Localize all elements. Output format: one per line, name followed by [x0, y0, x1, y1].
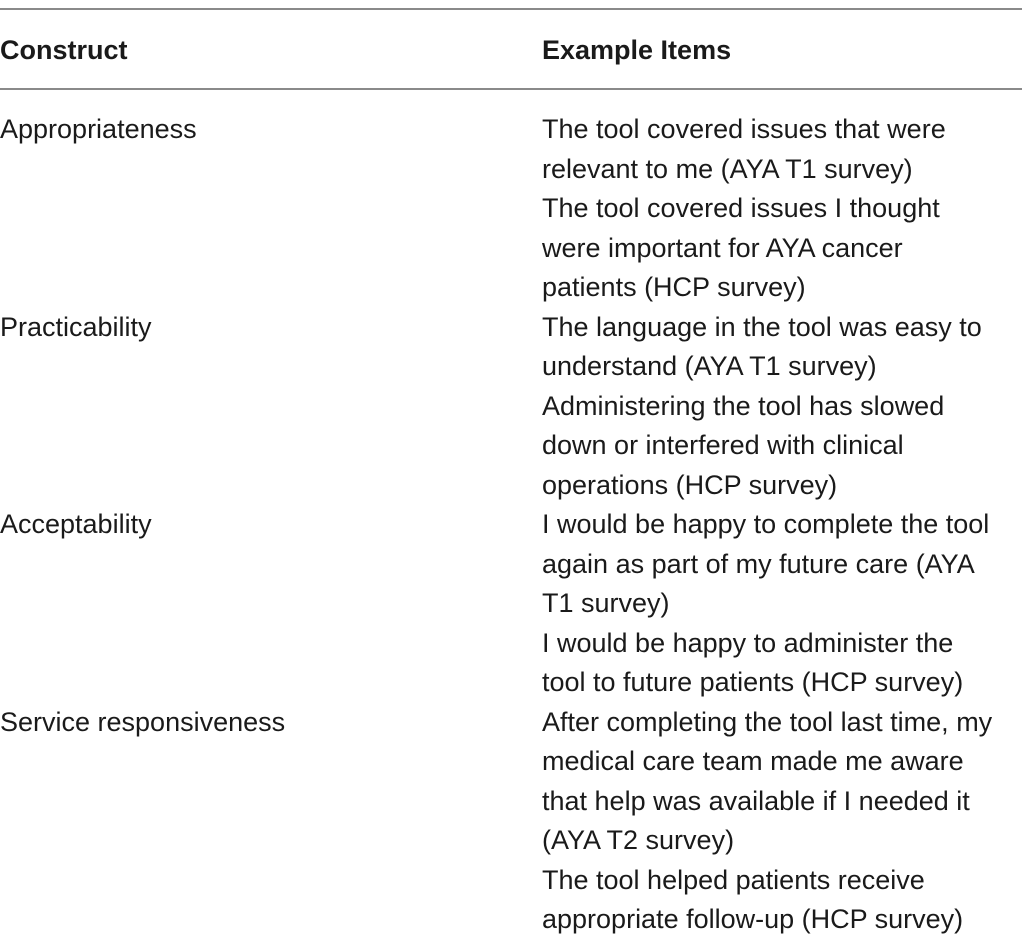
- example-item-line: I would be happy to complete the tool: [542, 509, 990, 539]
- example-item-line: (AYA T2 survey): [542, 825, 735, 855]
- example-item-line: tool to future patients (HCP survey): [542, 667, 964, 697]
- example-item-line: were important for AYA cancer: [542, 232, 903, 263]
- example-item-line: The tool covered issues that were: [542, 114, 946, 144]
- example-item-line: The tool helped patients receive: [542, 864, 925, 895]
- example-item-line: T1 survey): [542, 588, 670, 618]
- example-item-line: Administering the tool has slowed: [542, 390, 945, 421]
- example-item-line: patients (HCP survey): [542, 272, 806, 302]
- example-item-line: relevant to me (AYA T1 survey): [542, 153, 913, 184]
- table-header-rule: [0, 88, 1022, 90]
- table-row-service-responsiveness: [0, 703, 1022, 940]
- example-item-line: The tool covered issues I thought: [542, 193, 940, 223]
- table-row-practicability: [0, 308, 1022, 506]
- example-items-cell: [542, 308, 1022, 506]
- example-item-line: understand (AYA T1 survey): [542, 351, 877, 381]
- example-items-cell: [542, 110, 1022, 308]
- table-top-rule: [0, 8, 1022, 10]
- table-row-appropriateness: [0, 110, 1022, 308]
- table-body: [0, 110, 1022, 940]
- example-item-line: The language in the tool was easy to: [542, 311, 982, 342]
- construct-cell: Practicability: [0, 311, 152, 342]
- example-item-line: medical care team made me aware: [542, 746, 964, 776]
- table-row-acceptability: [0, 505, 1022, 703]
- construct-cell: Service responsiveness: [0, 706, 286, 737]
- example-item-line: down or interfered with clinical: [542, 430, 904, 460]
- example-item-line: appropriate follow-up (HCP survey): [542, 904, 964, 934]
- example-items-cell: [542, 505, 1022, 703]
- construct-cell: Acceptability: [0, 509, 152, 539]
- example-item-line: operations (HCP survey): [542, 469, 838, 500]
- example-item-line: After completing the tool last time, my: [542, 706, 993, 737]
- construct-cell: Appropriateness: [0, 114, 197, 144]
- example-item-line: again as part of my future care (AYA: [542, 548, 975, 579]
- header-construct: Construct: [0, 35, 128, 65]
- example-item-line: I would be happy to administer the: [542, 627, 954, 658]
- example-item-line: that help was available if I needed it: [542, 785, 970, 816]
- header-example-items: Example Items: [542, 35, 732, 65]
- example-items-cell: [542, 703, 1022, 940]
